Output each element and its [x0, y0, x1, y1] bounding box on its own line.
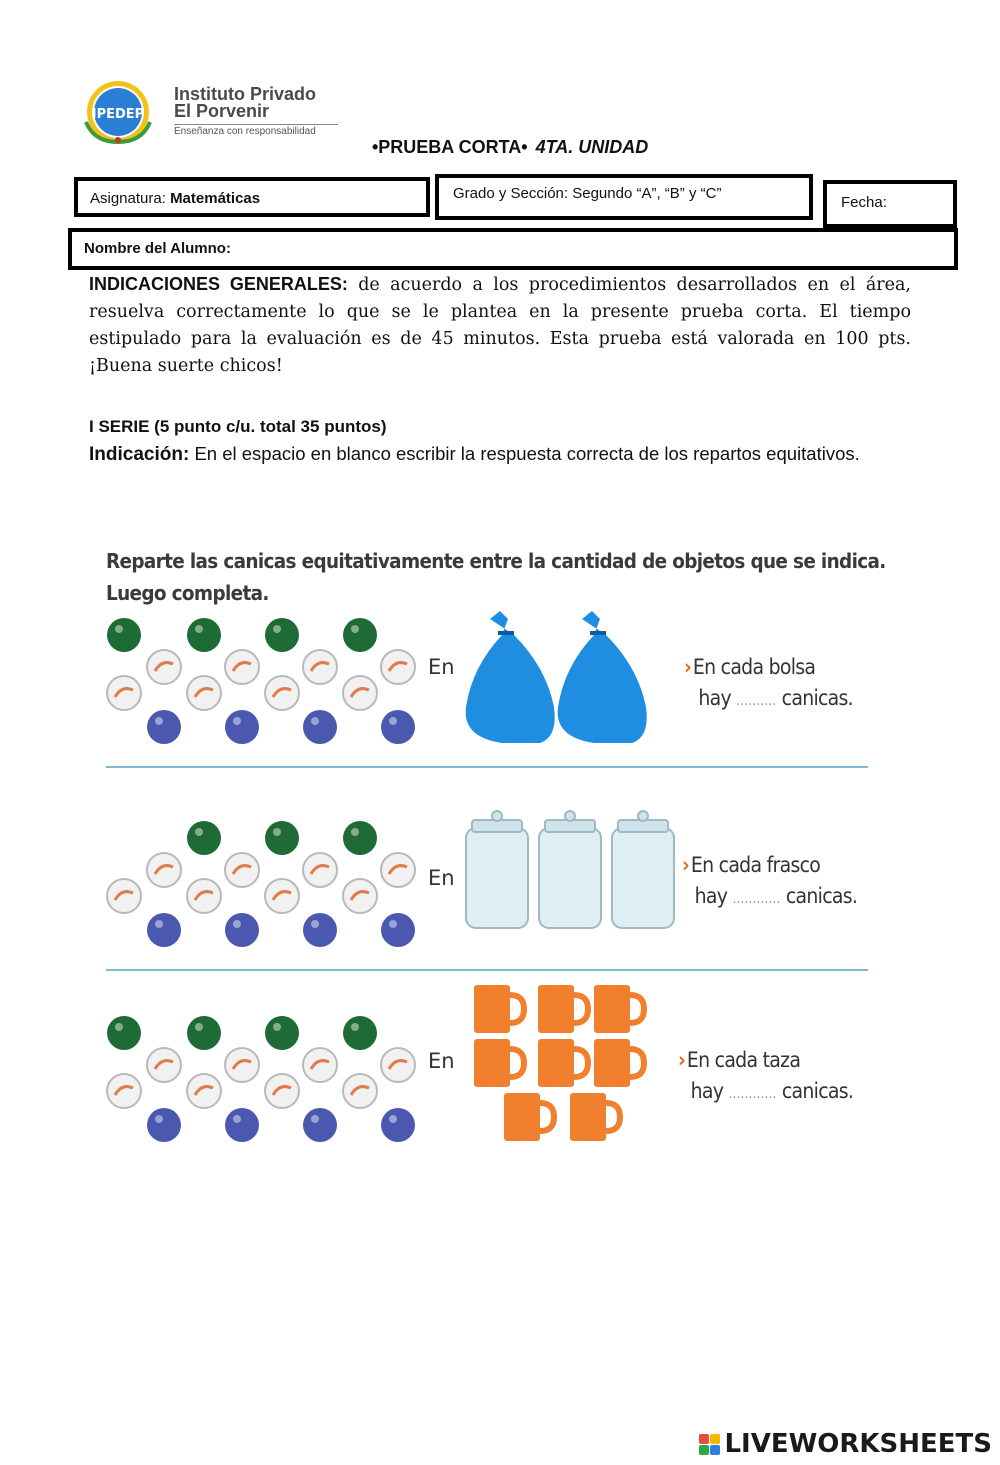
white-marble-icon [265, 1074, 299, 1108]
en-label: En [428, 866, 455, 890]
answer-jars [682, 850, 857, 915]
asignatura-label: Asignatura: [90, 190, 166, 207]
marbles-group-3 [100, 1003, 420, 1153]
answer-bags [684, 652, 853, 717]
blue-marble-icon [225, 1108, 259, 1142]
grado-field [435, 174, 813, 220]
mug-icon [538, 985, 588, 1033]
canicas-label: canicas. [785, 884, 858, 908]
mug-icon [570, 1093, 620, 1141]
en-label: En [428, 1049, 455, 1073]
blue-marble-icon [381, 913, 415, 947]
institute-line2: El Porvenir [174, 101, 270, 121]
marble-highlight [233, 1115, 241, 1123]
asignatura-field [74, 177, 430, 217]
serie-indication [89, 443, 860, 466]
instructions-text: de acuerdo a los procedimientos desarrollados en el área, resuelva correctamente lo que se le plantea en la presente prueba corta. El tiempo estipulado para la evaluación es de 45 minutos. Esta prueba está valorada en 100 pts. ¡Buena suerte chicos! [89, 275, 911, 376]
green-marble-icon [187, 618, 221, 652]
hay-label: hay [690, 1079, 724, 1103]
institute-logo-icon [72, 76, 168, 146]
jar-icon [612, 811, 674, 928]
jar-icon [539, 811, 601, 928]
marble-highlight [351, 625, 359, 633]
marbles-group-2 [100, 808, 420, 958]
white-marble-icon [147, 853, 181, 887]
mug-icon [504, 1093, 554, 1141]
answer-line1: En cada taza [686, 1048, 801, 1072]
green-marble-icon [265, 618, 299, 652]
green-marble-icon [107, 618, 141, 652]
blue-marble-icon [381, 710, 415, 744]
white-marble-icon [107, 676, 141, 710]
chevron-icon: › [678, 1048, 686, 1072]
exercise-row-mugs [100, 993, 880, 1163]
marble-highlight [351, 828, 359, 836]
white-marble-icon [225, 1048, 259, 1082]
white-marble-icon [381, 853, 415, 887]
blue-marble-icon [147, 913, 181, 947]
green-marble-icon [187, 821, 221, 855]
green-marble-icon [343, 821, 377, 855]
white-marble-icon [225, 650, 259, 684]
green-marble-icon [343, 1016, 377, 1050]
white-marble-icon [147, 650, 181, 684]
hay-label: hay [698, 686, 731, 710]
white-marble-icon [187, 1074, 221, 1108]
title-main: •PRUEBA CORTA• [372, 137, 528, 157]
white-marble-icon [187, 879, 221, 913]
exercise-title-line1: Reparte las canicas equitativamente entre la cantidad de objetos que se indica. [106, 549, 886, 573]
marble-highlight [273, 828, 281, 836]
white-marble-icon [265, 879, 299, 913]
marble-highlight [389, 717, 397, 725]
blue-marble-icon [303, 913, 337, 947]
answer-line1: En cada bolsa [692, 655, 816, 679]
canicas-label: canicas. [781, 1079, 854, 1103]
mugs-illustration [472, 983, 662, 1153]
page-title [372, 137, 648, 158]
blue-marble-icon [147, 1108, 181, 1142]
marble-highlight [115, 1023, 123, 1031]
jar-icon [466, 811, 528, 928]
answer-mugs [678, 1045, 853, 1110]
mug-icon [594, 985, 644, 1033]
blue-marble-icon [147, 710, 181, 744]
bags-illustration [462, 597, 652, 757]
chevron-icon: › [682, 853, 690, 877]
green-marble-icon [343, 618, 377, 652]
instructions-heading: INDICACIONES GENERALES: [89, 274, 348, 294]
marble-highlight [115, 625, 123, 633]
exercise-row-bags [100, 605, 880, 775]
marble-highlight [273, 625, 281, 633]
general-instructions [89, 271, 911, 380]
blue-marble-icon [225, 710, 259, 744]
indication-label: Indicación: [89, 444, 190, 465]
mug-icon [474, 1039, 524, 1087]
institute-line1: Instituto Privado [174, 84, 317, 104]
en-label: En [428, 655, 455, 679]
marble-highlight [389, 920, 397, 928]
answer-blank[interactable]: ............ [728, 1086, 777, 1102]
bag-icon [558, 611, 647, 743]
asignatura-value: Matemáticas [170, 190, 261, 207]
logo-text: IPEDEP [91, 107, 145, 122]
white-marble-icon [303, 1048, 337, 1082]
white-marble-icon [343, 676, 377, 710]
blue-marble-icon [225, 913, 259, 947]
mug-icon [474, 985, 524, 1033]
grado-label: Grado y Sección: Segundo “A”, “B” y “C” [453, 185, 722, 202]
marble-highlight [351, 1023, 359, 1031]
nombre-field[interactable] [68, 228, 958, 270]
green-marble-icon [187, 1016, 221, 1050]
liveworksheets-icon [699, 1434, 720, 1455]
serie-title: I SERIE (5 punto c/u. total 35 puntos) [89, 417, 387, 436]
institute-name [174, 86, 316, 120]
bag-icon [466, 611, 555, 743]
marble-highlight [155, 920, 163, 928]
green-marble-icon [265, 821, 299, 855]
footer-brand: LIVEWORKSHEETS [724, 1429, 992, 1459]
white-marble-icon [303, 650, 337, 684]
white-marble-icon [303, 853, 337, 887]
marble-icon [107, 618, 415, 744]
answer-line1: En cada frasco [690, 853, 821, 877]
white-marble-icon [381, 650, 415, 684]
institute-motto: Enseñanza con responsabilidad [174, 124, 338, 137]
marble-highlight [273, 1023, 281, 1031]
fecha-field[interactable] [823, 180, 957, 228]
marble-highlight [233, 920, 241, 928]
answer-blank[interactable]: .......... [736, 693, 777, 709]
liveworksheets-logo [699, 1429, 992, 1459]
hay-label: hay [694, 884, 728, 908]
marble-highlight [155, 717, 163, 725]
marble-highlight [195, 1023, 203, 1031]
white-marble-icon [265, 676, 299, 710]
marble-highlight [195, 625, 203, 633]
marble-highlight [155, 1115, 163, 1123]
marble-highlight [311, 920, 319, 928]
divider [106, 969, 868, 971]
nombre-label: Nombre del Alumno: [84, 240, 231, 257]
green-marble-icon [107, 1016, 141, 1050]
divider [106, 766, 868, 768]
white-marble-icon [343, 1074, 377, 1108]
blue-marble-icon [303, 1108, 337, 1142]
mug-icon [594, 1039, 644, 1087]
marbles-group-1 [100, 605, 420, 755]
green-marble-icon [265, 1016, 299, 1050]
marble-highlight [389, 1115, 397, 1123]
answer-blank[interactable]: ............ [732, 891, 781, 907]
exercise-row-jars [100, 808, 880, 978]
marble-highlight [311, 1115, 319, 1123]
white-marble-icon [147, 1048, 181, 1082]
fecha-label: Fecha: [841, 194, 887, 211]
chevron-icon: › [684, 655, 692, 679]
mug-icon [538, 1039, 588, 1087]
marble-highlight [195, 828, 203, 836]
white-marble-icon [107, 879, 141, 913]
blue-marble-icon [303, 710, 337, 744]
white-marble-icon [343, 879, 377, 913]
white-marble-icon [107, 1074, 141, 1108]
indication-text: En el espacio en blanco escribir la respuesta correcta de los repartos equitativos. [194, 443, 860, 464]
canicas-label: canicas. [781, 686, 853, 710]
white-marble-icon [187, 676, 221, 710]
marble-highlight [311, 717, 319, 725]
white-marble-icon [381, 1048, 415, 1082]
marble-highlight [233, 717, 241, 725]
white-marble-icon [225, 853, 259, 887]
title-sub: 4TA. UNIDAD [535, 137, 649, 157]
blue-marble-icon [381, 1108, 415, 1142]
exercise-title-line2: Luego completa. [106, 581, 269, 605]
